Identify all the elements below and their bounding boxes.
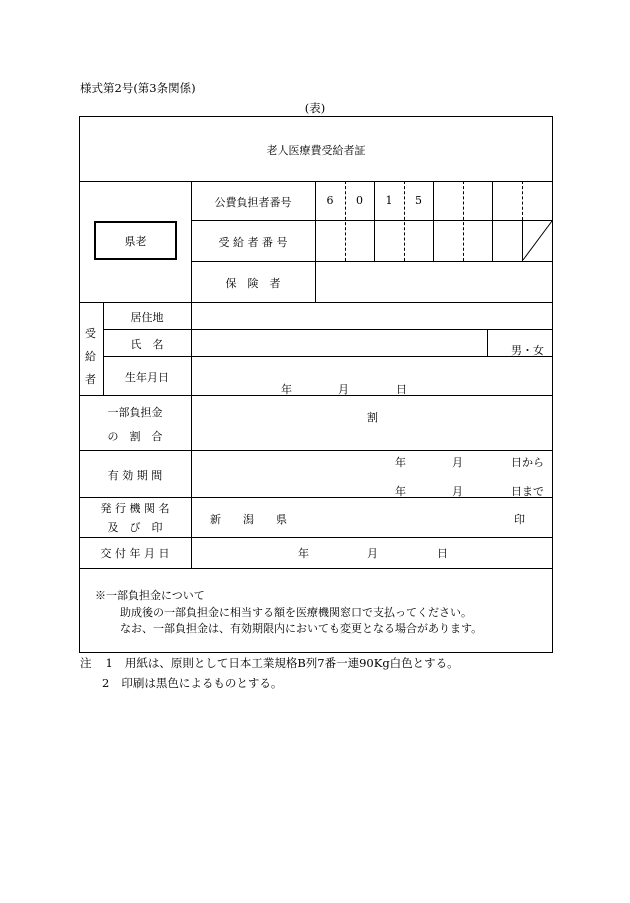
payer-digit: 6 (326, 194, 334, 207)
public-payer-label: 公費負担者番号 (214, 196, 292, 209)
issuer-seal: 印 (514, 513, 525, 526)
dob-label: 生年月日 (125, 371, 169, 384)
validity-from-month: 月 (452, 456, 463, 469)
validity-to-day: 日まで (511, 485, 544, 498)
footnote-prefix: 注 (80, 656, 92, 670)
notice-line-2: なお、一部負担金は、有効期限内においても変更となる場合があります。 (120, 622, 483, 635)
footnote-1 (80, 655, 459, 671)
issue-month: 月 (367, 547, 378, 560)
issuer-label: 発 行 機 関 名 (100, 502, 170, 515)
footnote-text: 用紙は、原則として日本工業規格B列7番一連90Kg白色とする。 (124, 656, 459, 670)
recipient-char: 者 (85, 373, 96, 386)
side-label: (表) (304, 101, 326, 115)
issue-date-label: 交 付 年 月 日 (100, 547, 170, 560)
stamp-box (94, 221, 177, 260)
validity-to-month: 月 (452, 485, 463, 498)
copay-label-2: の 割 合 (107, 430, 163, 443)
validity-to-year: 年 (395, 485, 406, 498)
issue-day: 日 (437, 547, 448, 560)
recipient-char: 給 (85, 350, 96, 363)
notice-line-1: 助成後の一部負担金に相当する額を医療機関窓口で支払ってください。 (120, 606, 472, 619)
payer-digit: 1 (385, 194, 393, 207)
gender-field: 男・女 (511, 344, 544, 357)
issue-year: 年 (298, 547, 309, 560)
residence-label: 居住地 (130, 311, 164, 324)
footnote-num: 1 (105, 656, 113, 670)
stamp-text: 県老 (124, 234, 147, 248)
payer-digit: 0 (356, 194, 363, 207)
footnote-num: 2 (102, 676, 110, 690)
dob-day: 日 (396, 383, 407, 396)
notice-heading: ※一部負担金について (95, 589, 205, 602)
form-number: 様式第2号(第3条関係) (80, 81, 196, 95)
dob-month: 月 (338, 383, 349, 396)
form-title: 老人医療費受給者証 (266, 144, 366, 157)
issuer-name: 新 潟 県 (210, 513, 287, 526)
recipient-char: 受 (85, 327, 96, 340)
payer-digit: 5 (415, 194, 422, 207)
diagonal-strike (522, 220, 553, 261)
validity-from-year: 年 (395, 456, 406, 469)
insurer-label: 保 険 者 (225, 277, 281, 290)
copay-label: 一部負担金 (107, 406, 163, 419)
footnote-text: 印刷は黒色によるものとする。 (121, 676, 283, 690)
name-label: 氏 名 (130, 338, 164, 351)
recipient-number-label: 受 給 者 番 号 (218, 236, 288, 249)
footnote-2 (102, 675, 282, 691)
dob-year: 年 (281, 383, 292, 396)
issuer-label-2: 及 び 印 (107, 521, 163, 534)
validity-label: 有 効 期 間 (107, 469, 163, 482)
copay-unit: 割 (367, 411, 378, 424)
validity-from-day: 日から (511, 456, 544, 469)
